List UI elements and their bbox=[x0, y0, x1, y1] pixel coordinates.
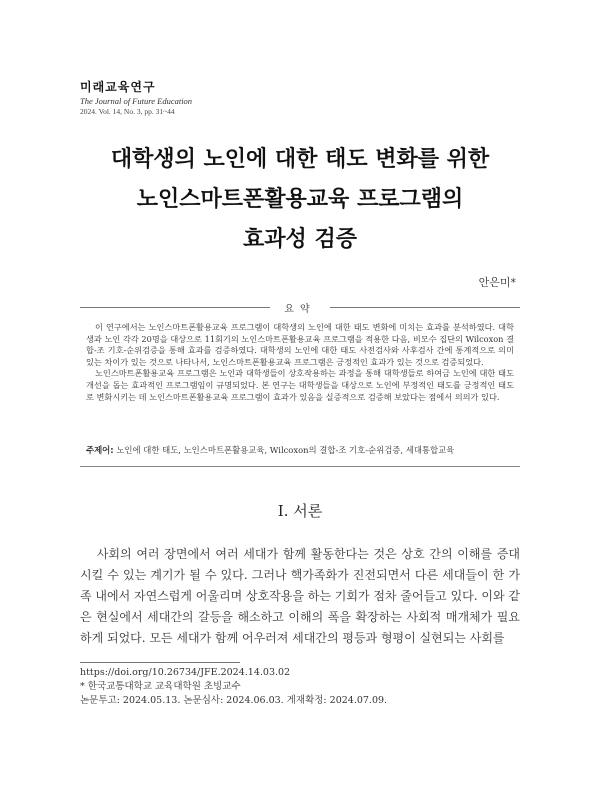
abstract-body bbox=[86, 322, 514, 403]
paper-title bbox=[0, 140, 600, 260]
keywords-label: 주제어: bbox=[86, 445, 114, 455]
author-name: 안은미* bbox=[478, 276, 516, 289]
journal-english-name: The Journal of Future Education bbox=[80, 96, 193, 106]
author-affiliation: * 한국교통대학교 교육대학원 초빙교수 bbox=[80, 681, 241, 692]
abstract-paragraph-2: 노인스마트폰활용교육 프로그램은 노인과 대학생들이 상호작용하는 과정을 통해 대학생들로 하여금 노인에 대한 태도 개선을 돕는 효과적인 프로그램임이 규명되었다. 본 연구는 대학생들을 대상으로 노인에 부정적인 태도를 긍정적인 태도로 변화시키는 데 노인스마트폰활용교육 프로그램이 효과가 있음을 실증적으로 검증해 보았다는 점에서 의의가 있다. bbox=[86, 368, 514, 402]
section-title: Ⅰ. 서론 bbox=[277, 502, 323, 520]
title-line-2: 노인스마트폰활용교육 프로그램의 bbox=[136, 187, 464, 212]
submission-dates: 논문투고: 2024.05.13. 논문심사: 2024.06.03. 게재확정: 2024.07.09. bbox=[80, 695, 388, 706]
keywords-list: 노인에 대한 태도, 노인스마트폰활용교육, Wilcoxon의 결합-조 기호-순위검증, 세대통합교육 bbox=[116, 445, 455, 455]
abstract-rule-right bbox=[330, 307, 520, 308]
keywords bbox=[86, 444, 526, 456]
abstract-bottom-rule bbox=[80, 466, 520, 467]
abstract-heading-bar bbox=[80, 300, 520, 314]
body-paragraph: 사회의 여러 장면에서 여러 세대가 함께 활동한다는 것은 상호 간의 이해를 증대시킬 수 있는 계기가 될 수 있다. 그러나 핵가족화가 진전되면서 다른 세대들이 한 가족 내에서 자연스럽게 어울리며 상호작용을 하는 기회가 점차 줄어들고 있다. 이와 같은 현실에서 세대간의 갈등을 해소하고 이해의 폭을 확장하는 사회적 매개체가 필요하게 되었다. 모든 세대가 함께 어우러져 세대간의 평등과 형평이 실현되는 사회를 bbox=[80, 547, 520, 645]
journal-name: 미래교육연구 bbox=[80, 80, 156, 94]
footnotes bbox=[80, 666, 387, 708]
footnote-rule bbox=[80, 662, 240, 663]
journal-issue: 2024. Vol. 14, No. 3, pp. 31~44 bbox=[80, 107, 175, 116]
title-line-3: 효과성 검증 bbox=[243, 227, 357, 252]
doi-link[interactable]: https://doi.org/10.26734/JFE.2024.14.03.02 bbox=[80, 667, 291, 678]
body-text bbox=[80, 544, 520, 649]
abstract-heading: 요약 bbox=[284, 304, 316, 315]
title-line-1: 대학생의 노인에 대한 태도 변화를 위한 bbox=[110, 147, 490, 172]
abstract-paragraph-1: 이 연구에서는 노인스마트폰활용교육 프로그램이 대학생의 노인에 대한 태도 변화에 미치는 효과를 분석하였다. 대학생과 노인 각각 20명을 대상으로 11회기의 노인스마트폰활용교육 프로그램을 적용한 다음, 비모수 집단의 Wilcoxon 결합-조 기호-순위검증을 통해 효과를 검증하였다. 대학생의 노인에 대한 태도 사전검사와 사후검사 간에 통계적으로 의미있는 차이가 있는 것으로 나타나서, 노인스마트폰활용교육 프로그램은 긍정적인 효과가 있는 것으로 검증되었다. bbox=[86, 322, 514, 367]
journal-header bbox=[80, 78, 192, 116]
